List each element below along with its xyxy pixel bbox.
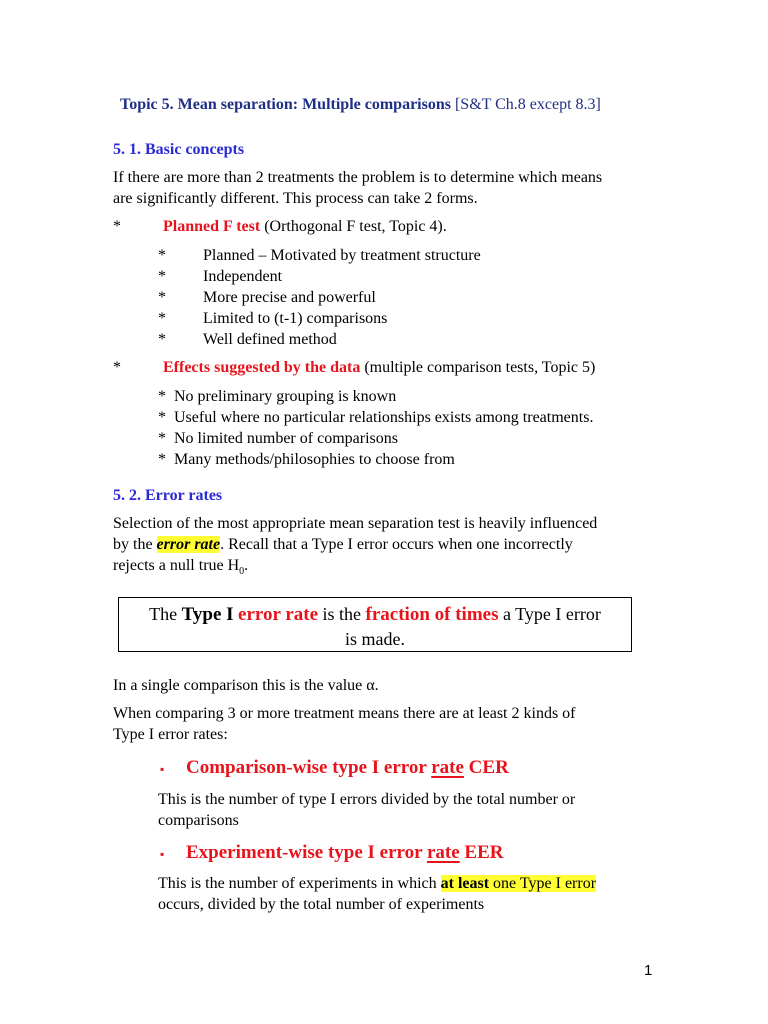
definition-line-1: The Type I error rate is the fraction of times a Type I error <box>149 604 601 625</box>
effects-line <box>163 357 595 378</box>
list-item: * <box>158 310 166 327</box>
planned-f-test-desc: (Orthogonal F test, Topic 4). <box>264 218 447 235</box>
list-item: * <box>158 289 166 306</box>
at-least-highlight: at least <box>440 875 490 892</box>
error-rates-line-2: by the error rate. Recall that a Type I error occurs when one incorrectly <box>113 536 573 553</box>
comparing-line-1: When comparing 3 or more treatment means there are at least 2 kinds of <box>113 705 576 722</box>
intro-line-1: If there are more than 2 treatments the problem is to determine which means <box>113 169 603 186</box>
page-title <box>120 94 601 115</box>
square-bullet: ▪ <box>160 847 165 861</box>
planned-item: Independent <box>203 268 283 285</box>
error-rates-line-3: rejects a null true $H_0$. <box>113 557 249 578</box>
planned-item: More precise and powerful <box>203 289 376 306</box>
cer-heading: Comparison-wise type I error rate CER <box>186 757 509 778</box>
effects-item: * Many methods/philosophies to choose from <box>158 451 455 468</box>
eer-desc-line-1: This is the number of experiments in which at least one Type I error <box>158 875 597 892</box>
planned-f-test-label: Planned F test <box>163 218 261 235</box>
single-comparison-text: In a single comparison this is the value α. <box>113 677 379 694</box>
intro-line-2: are significantly different. This process can take 2 forms. <box>113 190 478 207</box>
effects-label: Effects suggested by the data <box>163 359 361 376</box>
effects-item: * No limited number of comparisons <box>158 430 398 447</box>
planned-item: Limited to (t-1) comparisons <box>203 310 388 327</box>
cer-desc-line-1: This is the number of type I errors divided by the total number or <box>158 791 576 808</box>
section-heading-error-rates: 5. 2. Error rates <box>113 487 223 504</box>
page-number: 1 <box>644 962 653 979</box>
list-item: * <box>158 268 166 285</box>
effects-item: * Useful where no particular relationships exists among treatments. <box>158 409 594 426</box>
planned-item: Planned – Motivated by treatment structure <box>203 247 481 264</box>
section-heading-basic-concepts: 5. 1. Basic concepts <box>113 141 245 158</box>
list-item: * <box>158 247 166 264</box>
error-rates-line-1: Selection of the most appropriate mean separation test is heavily influenced <box>113 515 598 532</box>
planned-f-test-line <box>163 216 447 237</box>
title-main: Topic 5. Mean separation: Multiple comparisons <box>120 96 451 113</box>
title-reference: [S&T Ch.8 except 8.3] <box>454 96 601 113</box>
bullet-star: * <box>113 218 121 235</box>
bullet-star: * <box>113 359 121 376</box>
type-i-error-definition-box <box>118 597 632 652</box>
list-item: * <box>158 331 166 348</box>
eer-heading: Experiment-wise type I error rate EER <box>186 842 504 863</box>
effects-desc: (multiple comparison tests, Topic 5) <box>364 359 596 376</box>
square-bullet: ▪ <box>160 762 165 776</box>
eer-desc-line-2: occurs, divided by the total number of experiments <box>158 896 485 913</box>
cer-desc-line-2: comparisons <box>158 812 239 829</box>
comparing-line-2: Type I error rates: <box>113 726 228 743</box>
error-rate-highlight: error rate <box>156 536 221 553</box>
definition-line-2: is made. <box>345 629 405 649</box>
planned-item: Well defined method <box>203 331 337 348</box>
effects-item: * No preliminary grouping is known <box>158 388 397 405</box>
